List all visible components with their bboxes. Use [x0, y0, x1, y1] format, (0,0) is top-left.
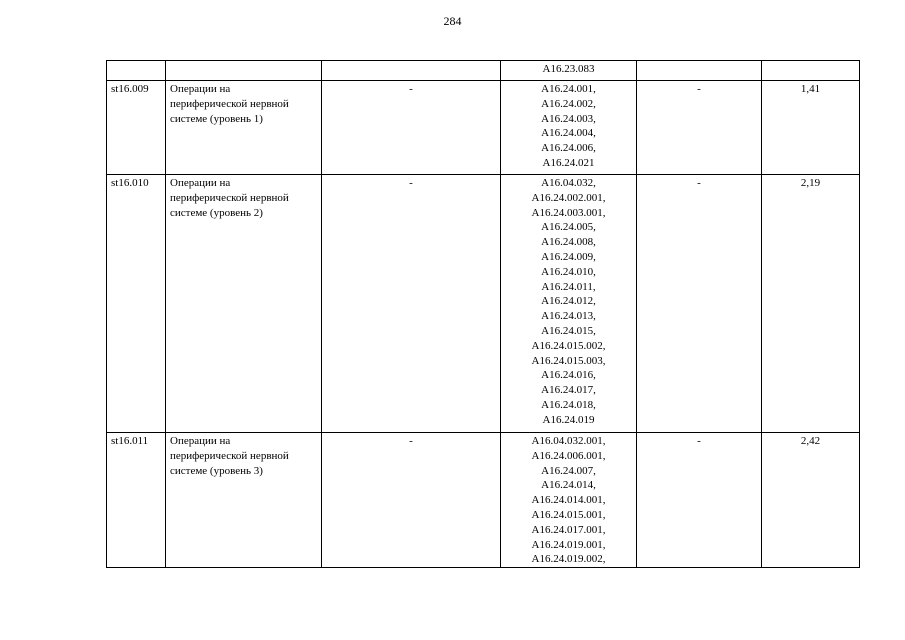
cell-coefficient: 2,19 [762, 175, 860, 433]
cell-line: системе (уровень 3) [170, 464, 263, 477]
cell-line: A16.24.015, [541, 324, 596, 337]
cell-line: Операции на [170, 83, 231, 95]
cell-line: A16.24.015.003, [531, 354, 606, 367]
cell-line: A16.24.005, [541, 221, 596, 234]
cell-name [166, 433, 322, 568]
cell-line: Операции на [170, 177, 231, 189]
cell-services [501, 61, 637, 81]
cell-coefficient: 2,42 [762, 433, 860, 568]
cell-code: st16.010 [107, 175, 166, 433]
cell-line: A16.24.015.002, [531, 339, 606, 352]
cell-line: A16.24.019.001, [531, 538, 606, 551]
cell-other [637, 61, 762, 81]
table-body [107, 61, 860, 568]
cell-line: A16.24.002.001, [531, 191, 606, 204]
cell-line: периферической нервной [170, 191, 289, 204]
cell-line: A16.04.032, [541, 177, 596, 189]
table-row [107, 175, 860, 433]
cell-line: A16.24.003.001, [531, 206, 606, 219]
table-row [107, 81, 860, 175]
cell-line: A16.24.010, [541, 265, 596, 278]
cell-diagnoses [322, 61, 501, 81]
cell-diagnoses: - [322, 81, 501, 175]
cell-line: периферической нервной [170, 97, 289, 110]
cell-services [501, 175, 637, 433]
cell-code: st16.011 [107, 433, 166, 568]
cell-services [501, 81, 637, 175]
cell-line: A16.24.014.001, [531, 494, 606, 507]
cell-line: A16.24.018, [541, 398, 596, 411]
cell-line: A16.24.017, [541, 384, 596, 397]
page-number: 284 [443, 14, 462, 28]
cell-name [166, 175, 322, 433]
cell-services [501, 433, 637, 568]
cell-line: системе (уровень 1) [170, 112, 263, 125]
cell-line: A16.24.019.002, [531, 553, 606, 566]
cell-line: A16.24.015.001, [531, 508, 606, 521]
cell-other: - [637, 433, 762, 568]
cell-line: A16.24.004, [541, 127, 596, 140]
cell-code [107, 61, 166, 81]
cell-line: A16.24.021 [542, 156, 595, 169]
table-row [107, 61, 860, 81]
cell-line: A16.23.083 [542, 63, 595, 75]
cell-line: A16.24.012, [541, 295, 596, 308]
cell-line: A16.24.013, [541, 310, 596, 323]
cell-name [166, 61, 322, 81]
cell-line: A16.24.016, [541, 369, 596, 382]
cell-line: A16.04.032.001, [531, 435, 606, 447]
cell-coefficient [762, 61, 860, 81]
cell-coefficient: 1,41 [762, 81, 860, 175]
cell-line: A16.24.011, [541, 280, 596, 293]
cell-line: A16.24.006, [541, 142, 596, 155]
tariff-table [106, 60, 860, 568]
table-row [107, 433, 860, 568]
cell-line: Операции на [170, 435, 231, 447]
cell-name [166, 81, 322, 175]
cell-line: системе (уровень 2) [170, 206, 263, 219]
cell-other: - [637, 81, 762, 175]
cell-line: A16.24.019 [542, 413, 595, 426]
cell-line: A16.24.008, [541, 236, 596, 249]
cell-line: A16.24.001, [541, 83, 596, 95]
cell-line: A16.24.017.001, [531, 523, 606, 536]
cell-line: A16.24.009, [541, 250, 596, 263]
cell-diagnoses: - [322, 175, 501, 433]
cell-code: st16.009 [107, 81, 166, 175]
cell-diagnoses: - [322, 433, 501, 568]
cell-line: A16.24.003, [541, 112, 596, 125]
cell-other: - [637, 175, 762, 433]
cell-line: A16.24.014, [541, 479, 596, 492]
cell-line: A16.24.006.001, [531, 449, 606, 462]
cell-line: периферической нервной [170, 449, 289, 462]
cell-line: A16.24.007, [541, 464, 596, 477]
cell-line: A16.24.002, [541, 97, 596, 110]
